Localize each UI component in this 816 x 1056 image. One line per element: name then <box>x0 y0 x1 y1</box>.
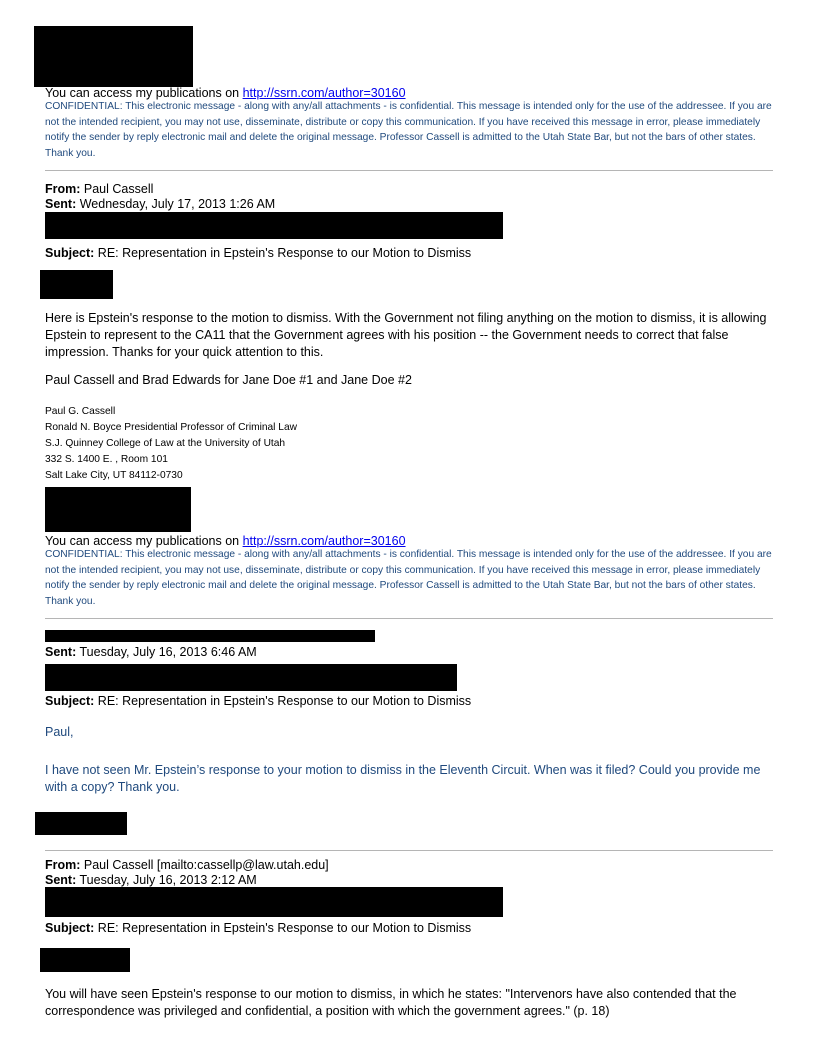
redaction-bar <box>45 664 457 691</box>
sent-label: Sent: <box>45 873 77 887</box>
message-body: You will have seen Epstein's response to our motion to dismiss, in which he states: "Intervenors have also contended that the correspondence was privileged and confidential, a position with which the government agrees." (p. 18) <box>45 987 737 1018</box>
sent-line <box>45 873 257 888</box>
subject-value: RE: Representation in Epstein's Response to our Motion to Dismiss <box>94 246 472 260</box>
subject-value: RE: Representation in Epstein's Response to our Motion to Dismiss <box>94 921 472 935</box>
redaction-block <box>40 948 130 972</box>
signature-line: S.J. Quinney College of Law at the University of Utah <box>45 438 286 449</box>
sent-value: Wednesday, July 17, 2013 1:26 AM <box>76 197 276 211</box>
ssrn-link[interactable]: http://ssrn.com/author=30160 <box>242 86 406 100</box>
redaction-bar <box>45 630 375 642</box>
from-line <box>45 182 153 197</box>
publications-line <box>45 86 406 100</box>
publications-text: You can access my publications on <box>45 534 243 548</box>
message-body: I have not seen Mr. Epstein’s response to your motion to dismiss in the Eleventh Circuit. When was it filed? Could you provide me with a copy? Thank you. <box>45 763 761 794</box>
subject-line <box>45 246 471 261</box>
divider <box>45 850 773 851</box>
publications-text: You can access my publications on <box>45 86 243 100</box>
sent-label: Sent: <box>45 645 77 659</box>
confidentiality-notice: CONFIDENTIAL: This electronic message - along with any/all attachments - is confidential. This message is intended only for the use of the addressee. If you are not the intended recipient, you may not use, disseminate, distribute or copy this communication. If you have received this message in error, please immediately notify the sender by reply electronic mail and delete the original message. Professor Cassell is admitted to the Utah State Bar, but not the bars of other states. Thank you. <box>45 101 772 159</box>
from-label: From: <box>45 858 81 872</box>
redaction-block <box>45 487 191 532</box>
redaction-bar <box>45 887 503 917</box>
from-value: Paul Cassell <box>80 182 154 196</box>
subject-label: Subject: <box>45 246 95 260</box>
message-body: Here is Epstein's response to the motion to dismiss. With the Government not filing anything on the motion to dismiss, it is allowing Epstein to represent to the CA11 that the Government agrees with his position -- the Government needs to correct that false impression. Thanks for your quick attention to this. <box>45 311 767 359</box>
signature-line: Ronald N. Boyce Presidential Professor of Criminal Law <box>45 422 297 433</box>
publications-line <box>45 534 406 548</box>
subject-value: RE: Representation in Epstein's Response to our Motion to Dismiss <box>94 694 472 708</box>
sent-label: Sent: <box>45 197 77 211</box>
confidentiality-notice: CONFIDENTIAL: This electronic message - along with any/all attachments - is confidential. This message is intended only for the use of the addressee. If you are not the intended recipient, you may not use, disseminate, distribute or copy this communication. If you have received this message in error, please immediately notify the sender by reply electronic mail and delete the original message. Professor Cassell is admitted to the Utah State Bar, but not the bars of other states. Thank you. <box>45 549 772 607</box>
signature-block <box>45 404 297 484</box>
signature-line: Paul G. Cassell <box>45 406 116 417</box>
subject-line <box>45 921 471 936</box>
signature-line: 332 S. 1400 E. , Room 101 <box>45 454 168 465</box>
redaction-block <box>34 26 193 87</box>
signature-line: Salt Lake City, UT 84112-0730 <box>45 470 183 481</box>
subject-label: Subject: <box>45 921 95 935</box>
divider <box>45 618 773 619</box>
message-closing: Paul Cassell and Brad Edwards for Jane Doe #1 and Jane Doe #2 <box>45 373 412 387</box>
ssrn-link[interactable]: http://ssrn.com/author=30160 <box>242 534 406 548</box>
redaction-block <box>35 812 127 835</box>
divider <box>45 170 773 171</box>
redaction-block <box>40 270 113 299</box>
sent-value: Tuesday, July 16, 2013 6:46 AM <box>76 645 257 659</box>
message-greeting: Paul, <box>45 725 74 739</box>
subject-label: Subject: <box>45 694 95 708</box>
subject-line <box>45 694 471 709</box>
from-label: From: <box>45 182 81 196</box>
from-value: Paul Cassell [mailto:cassellp@law.utah.edu] <box>80 858 329 872</box>
sent-line <box>45 645 257 660</box>
sent-value: Tuesday, July 16, 2013 2:12 AM <box>76 873 257 887</box>
redaction-bar <box>45 212 503 239</box>
from-line <box>45 858 329 873</box>
sent-line <box>45 197 275 212</box>
